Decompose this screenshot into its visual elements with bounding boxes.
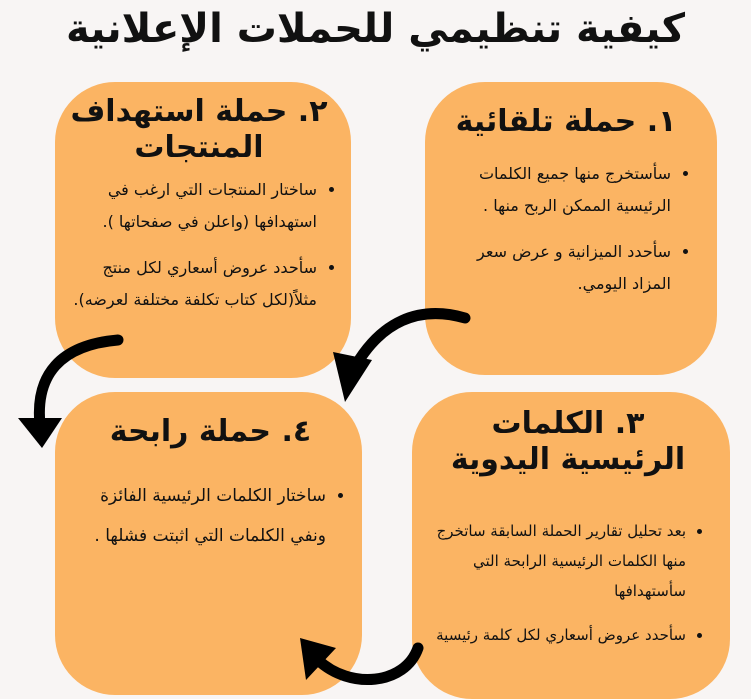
bullet-item: • سأحدد عروض أسعاري لكل منتج مثلاًً(لكل كتاب تكلفة مختلفة لعرضه). bbox=[55, 252, 317, 316]
bullet-item: • بعد تحليل تقارير الحملة السابقة ساتخرج منها الكلمات الرئيسية الرابحة التي سأستهدافها bbox=[424, 516, 686, 606]
arrowhead-icon bbox=[333, 352, 372, 402]
bullet-item: • ساختار المنتجات التي ارغب في استهدافها (واعلن في صفحاتها ). bbox=[55, 174, 317, 238]
step-heading: ٤. حملة رابحة bbox=[109, 414, 312, 449]
step-1-automatic-campaign bbox=[425, 82, 717, 375]
page-title: كيفية تنظيمي للحملات الإعلانية bbox=[65, 6, 686, 52]
step-2-product-targeting bbox=[55, 82, 351, 378]
bullet-item: • سأستخرج منها جميع الكلمات الرئيسية الممكن الربح منها . bbox=[435, 158, 671, 222]
bullet-item: • سأحدد الميزانية و عرض سعر المزاد اليومي. bbox=[435, 236, 671, 300]
step-4-winning-campaign bbox=[55, 392, 362, 695]
bullet-item: • ساختار الكلمات الرئيسية الفائزة ونفي الكلمات التي اثبتت فشلها . bbox=[69, 476, 326, 556]
bullet-item: • سأحدد عروض أسعاري لكل كلمة رئيسية bbox=[424, 620, 686, 650]
step-heading: ١. حملة تلقائية bbox=[455, 104, 677, 139]
step-3-manual-keywords bbox=[412, 392, 730, 699]
step-heading: ٢. حملة استهداف المنتجات bbox=[70, 94, 328, 165]
step-heading: ٣. الكلمات الرئيسية اليدوية bbox=[450, 406, 686, 477]
